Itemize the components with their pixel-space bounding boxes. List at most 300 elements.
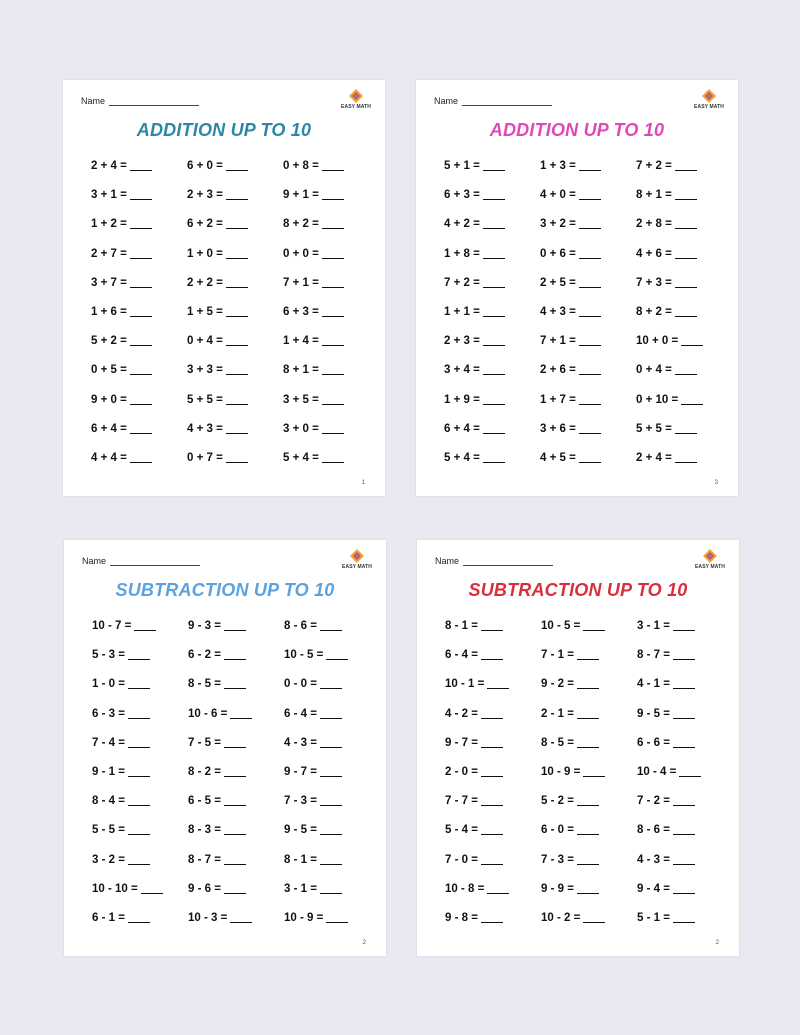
answer-blank[interactable]	[675, 249, 697, 259]
answer-blank[interactable]	[579, 307, 601, 317]
answer-blank[interactable]	[579, 336, 601, 346]
answer-blank[interactable]	[577, 709, 599, 719]
problem-text: 3 + 5 =	[283, 393, 319, 406]
answer-blank[interactable]	[483, 161, 505, 171]
math-problem	[188, 735, 284, 751]
problem-text: 1 + 9 =	[444, 393, 480, 406]
easy-math-logo	[694, 88, 724, 110]
answer-blank[interactable]	[128, 679, 150, 689]
math-problem	[91, 421, 187, 437]
answer-blank[interactable]	[320, 767, 342, 777]
answer-blank[interactable]	[483, 219, 505, 229]
answer-blank[interactable]	[322, 219, 344, 229]
answer-blank[interactable]	[226, 307, 248, 317]
math-problem	[92, 618, 188, 634]
answer-blank[interactable]	[128, 825, 150, 835]
answer-blank[interactable]	[224, 796, 246, 806]
name-line	[463, 557, 553, 566]
answer-blank[interactable]	[579, 190, 601, 200]
math-problem	[540, 421, 636, 437]
answer-blank[interactable]	[322, 249, 344, 259]
problem-text: 7 + 3 =	[636, 276, 672, 289]
answer-blank[interactable]	[673, 913, 695, 923]
problem-text: 1 + 4 =	[283, 335, 319, 348]
math-problem	[91, 246, 187, 262]
problem-text: 7 - 4 =	[92, 736, 125, 749]
name-label: Name	[435, 556, 460, 566]
math-problem	[636, 216, 724, 232]
answer-blank[interactable]	[481, 709, 503, 719]
math-problem	[92, 764, 188, 780]
answer-blank[interactable]	[226, 395, 248, 405]
answer-blank[interactable]	[128, 796, 150, 806]
problem-text: 8 - 6 =	[637, 824, 670, 837]
answer-blank[interactable]	[481, 650, 503, 660]
math-problem	[187, 158, 283, 174]
answer-blank[interactable]	[224, 767, 246, 777]
answer-blank[interactable]	[130, 249, 152, 259]
problem-text: 7 - 7 =	[445, 795, 478, 808]
answer-blank[interactable]	[320, 855, 342, 865]
answer-blank[interactable]	[130, 365, 152, 375]
answer-blank[interactable]	[224, 738, 246, 748]
worksheet-title: ADDITION UP TO 10	[136, 120, 312, 140]
problem-text: 10 - 6 =	[188, 707, 228, 720]
answer-blank[interactable]	[673, 650, 695, 660]
math-problem	[540, 450, 636, 466]
page-number: 2	[362, 940, 366, 946]
answer-blank[interactable]	[483, 190, 505, 200]
problem-text: 9 - 4 =	[637, 882, 670, 895]
math-problem	[91, 304, 187, 320]
answer-blank[interactable]	[226, 453, 248, 463]
answer-blank[interactable]	[579, 249, 601, 259]
answer-blank[interactable]	[130, 219, 152, 229]
answer-blank[interactable]	[130, 453, 152, 463]
answer-blank[interactable]	[577, 825, 599, 835]
math-problem	[188, 852, 284, 868]
math-problem	[445, 764, 541, 780]
name-line	[109, 97, 199, 106]
problem-text: 5 - 2 =	[541, 795, 574, 808]
answer-blank[interactable]	[673, 884, 695, 894]
answer-blank[interactable]	[128, 767, 150, 777]
answer-blank[interactable]	[141, 884, 163, 894]
answer-blank[interactable]	[322, 424, 344, 434]
problem-text: 9 - 3 =	[188, 620, 221, 632]
answer-blank[interactable]	[224, 825, 246, 835]
worksheet-subtraction-blue	[64, 540, 386, 956]
problem-text: 4 - 1 =	[637, 678, 670, 691]
answer-blank[interactable]	[583, 767, 605, 777]
answer-blank[interactable]	[681, 336, 703, 346]
answer-blank[interactable]	[128, 650, 150, 660]
answer-blank[interactable]	[483, 278, 505, 288]
answer-blank[interactable]	[224, 679, 246, 689]
problem-text: 3 + 6 =	[540, 422, 576, 435]
math-problem	[637, 881, 725, 897]
answer-blank[interactable]	[226, 278, 248, 288]
logo-text: EASY MATH	[341, 104, 371, 110]
answer-blank[interactable]	[322, 307, 344, 317]
problem-text: 1 + 0 =	[187, 247, 223, 260]
answer-blank[interactable]	[483, 307, 505, 317]
answer-blank[interactable]	[681, 395, 703, 405]
math-problem	[283, 333, 371, 349]
problem-text: 5 - 1 =	[637, 911, 670, 924]
math-problem	[188, 793, 284, 809]
name-line	[110, 557, 200, 566]
math-problem	[284, 881, 372, 897]
answer-blank[interactable]	[579, 365, 601, 375]
problem-text: 7 + 2 =	[444, 276, 480, 289]
problem-text: 3 + 4 =	[444, 364, 480, 377]
answer-blank[interactable]	[577, 738, 599, 748]
answer-blank[interactable]	[226, 190, 248, 200]
math-problem	[637, 793, 725, 809]
problem-text: 7 - 2 =	[637, 795, 670, 808]
problem-text: 10 - 9 =	[284, 911, 324, 924]
easy-math-logo	[342, 548, 372, 570]
answer-blank[interactable]	[481, 855, 503, 865]
page-number: 1	[361, 480, 365, 486]
problem-text: 3 + 7 =	[91, 276, 127, 289]
answer-blank[interactable]	[675, 365, 697, 375]
math-problem	[637, 822, 725, 838]
answer-blank[interactable]	[322, 190, 344, 200]
easy-math-logo	[695, 548, 725, 570]
math-problem	[92, 735, 188, 751]
answer-blank[interactable]	[481, 767, 503, 777]
problem-text: 0 + 4 =	[187, 335, 223, 348]
math-problem	[283, 392, 371, 408]
math-problem	[91, 158, 187, 174]
math-problem	[284, 910, 372, 926]
math-problem	[636, 362, 724, 378]
page-number: 3	[714, 480, 718, 486]
problem-text: 1 + 8 =	[444, 247, 480, 260]
answer-blank[interactable]	[577, 679, 599, 689]
math-problem	[444, 392, 540, 408]
problem-text: 8 - 1 =	[284, 853, 317, 866]
problem-text: 10 - 2 =	[541, 911, 581, 924]
answer-blank[interactable]	[224, 884, 246, 894]
answer-blank[interactable]	[224, 855, 246, 865]
problem-text: 2 + 4 =	[91, 160, 127, 172]
answer-blank[interactable]	[483, 336, 505, 346]
problem-text: 5 + 4 =	[444, 451, 480, 464]
answer-blank[interactable]	[673, 709, 695, 719]
answer-blank[interactable]	[483, 395, 505, 405]
math-problem	[637, 852, 725, 868]
math-problem	[540, 187, 636, 203]
problem-text: 0 + 7 =	[187, 451, 223, 464]
answer-blank[interactable]	[481, 796, 503, 806]
problem-text: 6 + 4 =	[444, 422, 480, 435]
problem-text: 10 - 7 =	[92, 620, 132, 632]
answer-blank[interactable]	[230, 709, 252, 719]
problem-text: 4 - 2 =	[445, 707, 478, 720]
math-problem	[92, 822, 188, 838]
problem-text: 2 + 3 =	[187, 189, 223, 202]
problem-text: 9 - 9 =	[541, 882, 574, 895]
problem-text: 10 - 10 =	[92, 882, 138, 895]
answer-blank[interactable]	[320, 825, 342, 835]
answer-blank[interactable]	[579, 278, 601, 288]
answer-blank[interactable]	[320, 884, 342, 894]
problem-text: 4 - 3 =	[637, 853, 670, 866]
answer-blank[interactable]	[673, 825, 695, 835]
answer-blank[interactable]	[483, 365, 505, 375]
problem-text: 10 - 8 =	[445, 882, 485, 895]
problem-text: 7 - 3 =	[284, 795, 317, 808]
name-label: Name	[82, 556, 107, 566]
problem-text: 9 - 6 =	[188, 882, 221, 895]
math-problem	[637, 618, 725, 634]
answer-blank[interactable]	[673, 621, 695, 631]
answer-blank[interactable]	[675, 307, 697, 317]
answer-blank[interactable]	[577, 650, 599, 660]
answer-blank[interactable]	[326, 913, 348, 923]
problem-text: 8 + 1 =	[636, 189, 672, 202]
answer-blank[interactable]	[675, 278, 697, 288]
answer-blank[interactable]	[134, 621, 156, 631]
answer-blank[interactable]	[481, 825, 503, 835]
problem-text: 3 + 3 =	[187, 364, 223, 377]
math-problem	[91, 216, 187, 232]
answer-blank[interactable]	[577, 884, 599, 894]
answer-blank[interactable]	[130, 278, 152, 288]
math-problem	[541, 618, 637, 634]
answer-blank[interactable]	[673, 855, 695, 865]
math-problem	[92, 910, 188, 926]
math-problem	[284, 822, 372, 838]
answer-blank[interactable]	[483, 453, 505, 463]
answer-blank[interactable]	[230, 913, 252, 923]
answer-blank[interactable]	[483, 249, 505, 259]
answer-blank[interactable]	[487, 679, 509, 689]
answer-blank[interactable]	[675, 424, 697, 434]
answer-blank[interactable]	[322, 336, 344, 346]
answer-blank[interactable]	[675, 453, 697, 463]
math-problem	[636, 246, 724, 262]
math-problem	[92, 852, 188, 868]
answer-blank[interactable]	[579, 219, 601, 229]
problem-text: 10 - 5 =	[284, 649, 324, 662]
problem-text: 8 + 2 =	[283, 218, 319, 231]
problem-grid	[91, 158, 371, 479]
worksheet-title: ADDITION UP TO 10	[489, 120, 665, 140]
math-problem	[541, 881, 637, 897]
math-problem	[444, 246, 540, 262]
problem-text: 3 + 1 =	[91, 189, 127, 202]
math-problem	[636, 187, 724, 203]
answer-blank[interactable]	[128, 913, 150, 923]
math-problem	[188, 881, 284, 897]
math-problem	[188, 647, 284, 663]
problem-text: 10 - 4 =	[637, 765, 677, 778]
math-problem	[541, 822, 637, 838]
math-problem	[187, 216, 283, 232]
math-problem	[540, 333, 636, 349]
name-field	[435, 556, 553, 566]
answer-blank[interactable]	[326, 650, 348, 660]
answer-blank[interactable]	[226, 249, 248, 259]
name-label: Name	[81, 96, 106, 106]
problem-text: 3 - 1 =	[284, 882, 317, 895]
answer-blank[interactable]	[128, 855, 150, 865]
problem-text: 5 - 3 =	[92, 649, 125, 662]
math-problem	[541, 793, 637, 809]
math-problem	[445, 822, 541, 838]
math-problem	[541, 735, 637, 751]
math-problem	[284, 676, 372, 692]
math-problem	[187, 304, 283, 320]
problem-text: 9 + 1 =	[283, 189, 319, 202]
name-field	[81, 96, 199, 106]
answer-blank[interactable]	[128, 709, 150, 719]
math-problem	[187, 333, 283, 349]
problem-text: 9 - 5 =	[637, 707, 670, 720]
problem-text: 6 + 4 =	[91, 422, 127, 435]
answer-blank[interactable]	[322, 161, 344, 171]
math-problem	[637, 910, 725, 926]
math-problem	[188, 706, 284, 722]
problem-text: 0 + 8 =	[283, 160, 319, 172]
problem-text: 6 + 2 =	[187, 218, 223, 231]
problem-text: 4 + 4 =	[91, 451, 127, 464]
problem-text: 8 - 5 =	[188, 678, 221, 691]
answer-blank[interactable]	[130, 307, 152, 317]
math-problem	[636, 275, 724, 291]
answer-blank[interactable]	[130, 161, 152, 171]
math-problem	[540, 158, 636, 174]
answer-blank[interactable]	[224, 650, 246, 660]
math-problem	[283, 216, 371, 232]
math-problem	[636, 304, 724, 320]
answer-blank[interactable]	[583, 913, 605, 923]
math-problem	[283, 304, 371, 320]
math-problem	[187, 450, 283, 466]
answer-blank[interactable]	[579, 161, 601, 171]
problem-text: 10 - 5 =	[541, 620, 581, 632]
answer-blank[interactable]	[483, 424, 505, 434]
answer-blank[interactable]	[322, 278, 344, 288]
problem-text: 8 + 1 =	[283, 364, 319, 377]
answer-blank[interactable]	[322, 395, 344, 405]
answer-blank[interactable]	[128, 738, 150, 748]
math-problem	[541, 647, 637, 663]
math-problem	[188, 676, 284, 692]
problem-grid	[445, 618, 725, 939]
answer-blank[interactable]	[322, 365, 344, 375]
answer-blank[interactable]	[673, 738, 695, 748]
logo-text: EASY MATH	[695, 564, 725, 570]
math-problem	[636, 392, 724, 408]
answer-blank[interactable]	[320, 679, 342, 689]
answer-blank[interactable]	[130, 424, 152, 434]
problem-text: 1 + 6 =	[91, 305, 127, 318]
math-problem	[541, 764, 637, 780]
answer-blank[interactable]	[226, 161, 248, 171]
problem-text: 6 - 1 =	[92, 911, 125, 924]
answer-blank[interactable]	[320, 738, 342, 748]
answer-blank[interactable]	[675, 190, 697, 200]
answer-blank[interactable]	[673, 679, 695, 689]
problem-text: 2 - 1 =	[541, 707, 574, 720]
answer-blank[interactable]	[320, 796, 342, 806]
answer-blank[interactable]	[226, 424, 248, 434]
math-problem	[445, 881, 541, 897]
answer-blank[interactable]	[481, 621, 503, 631]
answer-blank[interactable]	[675, 219, 697, 229]
answer-blank[interactable]	[226, 336, 248, 346]
problem-text: 7 - 5 =	[188, 736, 221, 749]
answer-blank[interactable]	[577, 855, 599, 865]
answer-blank[interactable]	[675, 161, 697, 171]
answer-blank[interactable]	[579, 395, 601, 405]
answer-blank[interactable]	[320, 709, 342, 719]
answer-blank[interactable]	[226, 219, 248, 229]
name-label: Name	[434, 96, 459, 106]
math-problem	[444, 187, 540, 203]
problem-text: 7 - 0 =	[445, 853, 478, 866]
math-problem	[637, 706, 725, 722]
math-problem	[284, 793, 372, 809]
answer-blank[interactable]	[322, 453, 344, 463]
answer-blank[interactable]	[679, 767, 701, 777]
problem-grid	[92, 618, 372, 939]
problem-text: 3 + 0 =	[283, 422, 319, 435]
problem-text: 9 - 7 =	[284, 765, 317, 778]
answer-blank[interactable]	[320, 621, 342, 631]
answer-blank[interactable]	[577, 796, 599, 806]
problem-text: 5 + 4 =	[283, 451, 319, 464]
answer-blank[interactable]	[130, 336, 152, 346]
answer-blank[interactable]	[226, 365, 248, 375]
math-problem	[445, 852, 541, 868]
answer-blank[interactable]	[481, 738, 503, 748]
problem-text: 9 - 7 =	[445, 736, 478, 749]
answer-blank[interactable]	[487, 884, 509, 894]
answer-blank[interactable]	[673, 796, 695, 806]
math-problem	[188, 910, 284, 926]
math-problem	[445, 793, 541, 809]
answer-blank[interactable]	[130, 395, 152, 405]
math-problem	[92, 647, 188, 663]
answer-blank[interactable]	[579, 424, 601, 434]
logo-diamond-icon	[349, 548, 365, 564]
problem-text: 9 - 2 =	[541, 678, 574, 691]
answer-blank[interactable]	[579, 453, 601, 463]
math-problem	[541, 706, 637, 722]
math-problem	[91, 275, 187, 291]
problem-text: 2 + 7 =	[91, 247, 127, 260]
math-problem	[445, 735, 541, 751]
answer-blank[interactable]	[481, 913, 503, 923]
math-problem	[637, 676, 725, 692]
problem-text: 1 + 3 =	[540, 160, 576, 172]
worksheet-title: SUBTRACTION UP TO 10	[468, 580, 688, 600]
math-problem	[284, 706, 372, 722]
answer-blank[interactable]	[224, 621, 246, 631]
math-problem	[187, 421, 283, 437]
math-problem	[444, 450, 540, 466]
answer-blank[interactable]	[583, 621, 605, 631]
problem-text: 10 + 0 =	[636, 335, 679, 348]
answer-blank[interactable]	[130, 190, 152, 200]
easy-math-logo	[341, 88, 371, 110]
